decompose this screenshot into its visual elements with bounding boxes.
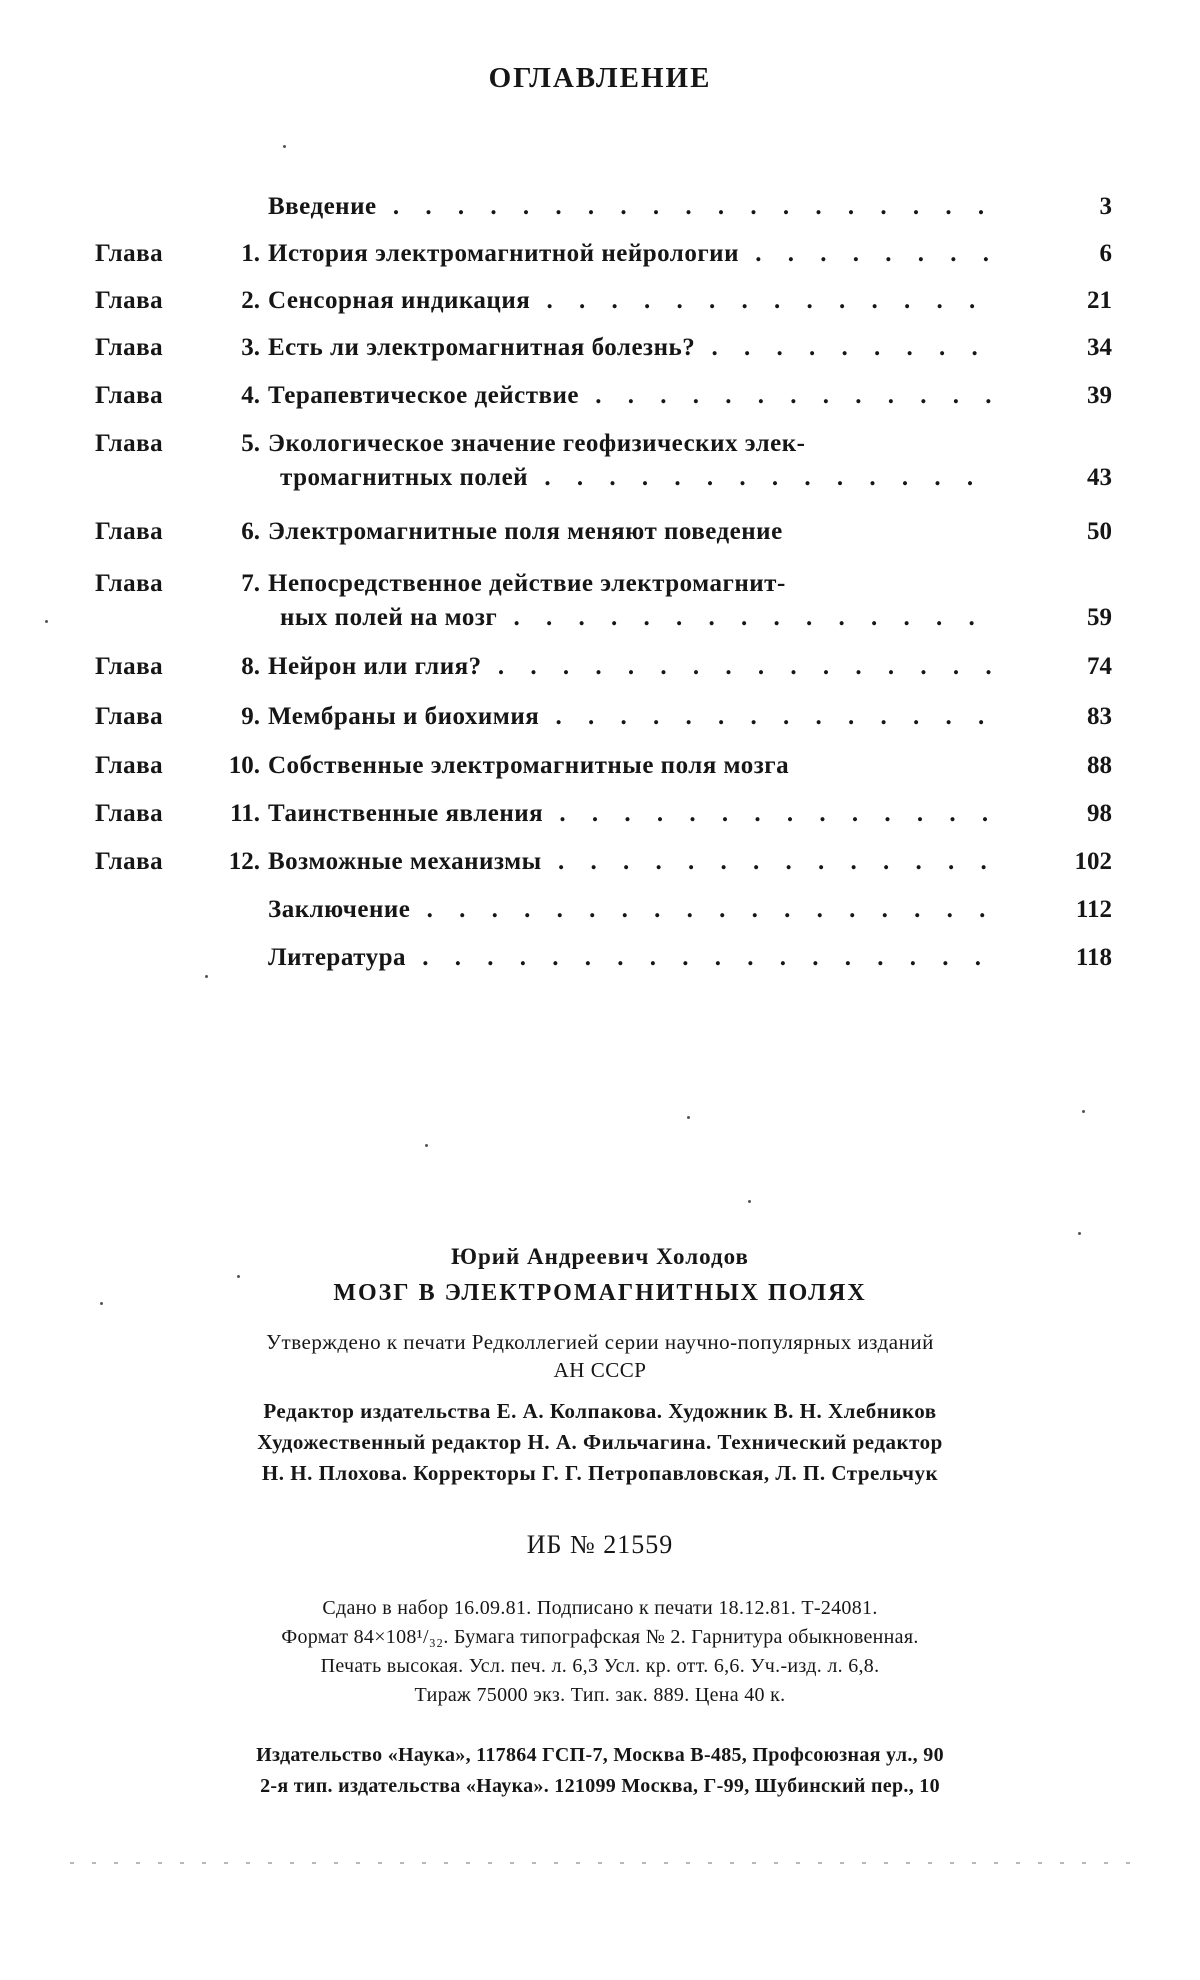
print-info-line: Сдано в набор 16.09.81. Подписано к печати 18.12.81. Т-24081. — [322, 1597, 878, 1619]
toc-entry-title — [268, 893, 998, 927]
toc-page-number: 102 — [1074, 848, 1112, 875]
toc-chapter-number: 10. — [228, 752, 260, 779]
toc-page-number: 112 — [1075, 896, 1112, 923]
toc-entry-title — [268, 650, 998, 684]
toc-chapter-label: Глава — [95, 382, 164, 409]
toc-page-number: 34 — [1087, 334, 1112, 361]
toc-entry-title — [268, 190, 998, 224]
toc-title-line: Таинственные явления . . . — [268, 797, 998, 831]
toc-entry-title — [268, 845, 998, 879]
toc-entry-title — [268, 797, 998, 831]
toc-title-line: Непосредственное действие электромагнит- — [268, 570, 786, 597]
editors-line: Художественный редактор Н. А. Фильчагина. Технический редактор — [257, 1430, 943, 1454]
toc-chapter-number: 3. — [241, 334, 260, 361]
toc-chapter-number: 7. — [241, 570, 260, 597]
toc-chapter-label: Глава — [95, 848, 164, 875]
toc-entry-title — [268, 515, 998, 549]
toc-title-line: Собственные электромагнитные поля мозга — [268, 752, 790, 779]
toc-chapter-number: 12. — [228, 848, 260, 875]
scan-speck — [425, 1144, 428, 1147]
toc-entry-title — [268, 700, 998, 734]
author-name: Юрий Андреевич Холодов — [451, 1244, 749, 1269]
print-info — [0, 1594, 1200, 1710]
scan-speck — [205, 975, 208, 978]
toc-entry-title — [268, 749, 998, 783]
toc-title: ОГЛАВЛЕНИЕ — [488, 62, 712, 94]
toc-page-number: 43 — [1087, 464, 1112, 491]
toc-page-number: 83 — [1087, 703, 1112, 730]
toc-chapter-label: Глава — [95, 287, 164, 314]
scan-speck — [1078, 1232, 1081, 1235]
toc-chapter-number: 8. — [241, 653, 260, 680]
approval-note — [0, 1328, 1200, 1384]
scan-speck — [687, 1116, 690, 1119]
toc-chapter-number: 1. — [241, 240, 260, 267]
toc-chapter-number: 6. — [241, 518, 260, 545]
scan-speck — [283, 145, 286, 148]
toc-page-number: 88 — [1087, 752, 1112, 779]
approval-line: АН СССР — [553, 1358, 647, 1382]
scan-speck — [1082, 1110, 1085, 1113]
toc-chapter-label: Глава — [95, 752, 164, 779]
editors-credits — [0, 1396, 1200, 1489]
toc-page-number: 3 — [1099, 193, 1112, 220]
print-info-line: Тираж 75000 экз. Тип. зак. 889. Цена 40 к. — [414, 1684, 786, 1706]
toc-entry-title — [268, 284, 998, 318]
ib-number: ИБ № 21559 — [526, 1530, 674, 1559]
toc-title-line: Экологическое значение геофизических элек- — [268, 430, 806, 457]
toc-entry-title — [268, 941, 998, 975]
toc-page-number: 118 — [1075, 944, 1112, 971]
approval-line: Утверждено к печати Редколлегией серии научно-популярных изданий — [266, 1330, 934, 1354]
toc-title-line: Возможные механизмы . . . — [268, 845, 998, 879]
toc-page-number: 21 — [1087, 287, 1112, 314]
toc-title-line: Сенсорная индикация . . . — [268, 284, 998, 318]
publisher-line: Издательство «Наука», 117864 ГСП-7, Москва В-485, Профсоюзная ул., 90 — [256, 1744, 944, 1766]
toc-chapter-label: Глава — [95, 240, 164, 267]
toc-title-line: История электромагнитной нейрологии . . . — [268, 237, 998, 271]
toc-page-number: 59 — [1087, 604, 1112, 631]
scan-speck — [748, 1200, 751, 1203]
toc-title-line: Мембраны и биохимия . . . — [268, 700, 998, 734]
toc-entry-title — [268, 331, 998, 365]
toc-chapter-number: 4. — [241, 382, 260, 409]
toc-entry-title — [268, 427, 998, 495]
toc-chapter-label: Глава — [95, 703, 164, 730]
toc-title-line: Заключение . . . — [268, 893, 998, 927]
book-title: МОЗГ В ЭЛЕКТРОМАГНИТНЫХ ПОЛЯХ — [333, 1280, 867, 1306]
scan-speck — [237, 1275, 240, 1278]
toc-title-line: ных полей на мозг . . . — [268, 601, 998, 635]
toc-chapter-number: 2. — [241, 287, 260, 314]
scan-dash-line — [70, 1862, 1130, 1864]
toc-title-line: тромагнитных полей . . . — [268, 461, 998, 495]
toc-page-number: 74 — [1087, 653, 1112, 680]
toc-chapter-label: Глава — [95, 570, 164, 597]
toc-page-number: 98 — [1087, 800, 1112, 827]
toc-page-number: 6 — [1099, 240, 1112, 267]
publisher-info — [0, 1740, 1200, 1802]
toc-title-line: Электромагнитные поля меняют поведение — [268, 518, 783, 545]
toc-page-number: 50 — [1087, 518, 1112, 545]
toc-title-line: Введение . . . — [268, 190, 998, 224]
toc-chapter-number: 11. — [230, 800, 260, 827]
toc-title-line: Нейрон или глия? . . . — [268, 650, 998, 684]
toc-page-number: 39 — [1087, 382, 1112, 409]
print-info-line: Печать высокая. Усл. печ. л. 6,3 Усл. кр. отт. 6,6. Уч.-изд. л. 6,8. — [320, 1655, 880, 1677]
toc-chapter-label: Глава — [95, 800, 164, 827]
scan-speck — [45, 620, 48, 623]
print-info-line: Формат 84×108¹/₃₂. Бумага типографская № 2. Гарнитура обыкновенная. — [281, 1626, 919, 1648]
toc-title-line: Есть ли электромагнитная болезнь? . . . — [268, 331, 998, 365]
toc-entry-title — [268, 237, 998, 271]
editors-line: Н. Н. Плохова. Корректоры Г. Г. Петропавловская, Л. П. Стрельчук — [261, 1461, 939, 1485]
toc-chapter-label: Глава — [95, 430, 164, 457]
publisher-line: 2-я тип. издательства «Наука». 121099 Москва, Г-99, Шубинский пер., 10 — [260, 1775, 940, 1797]
toc-title-line: Терапевтическое действие . . . — [268, 379, 998, 413]
toc-entry-title — [268, 379, 998, 413]
toc-entry-title — [268, 567, 998, 635]
toc-chapter-label: Глава — [95, 518, 164, 545]
toc-title-line: Литература . . . — [268, 941, 998, 975]
toc-chapter-number: 5. — [241, 430, 260, 457]
editors-line: Редактор издательства Е. А. Колпакова. Художник В. Н. Хлебников — [263, 1399, 937, 1423]
toc-chapter-label: Глава — [95, 653, 164, 680]
toc-chapter-label: Глава — [95, 334, 164, 361]
toc-chapter-number: 9. — [241, 703, 260, 730]
